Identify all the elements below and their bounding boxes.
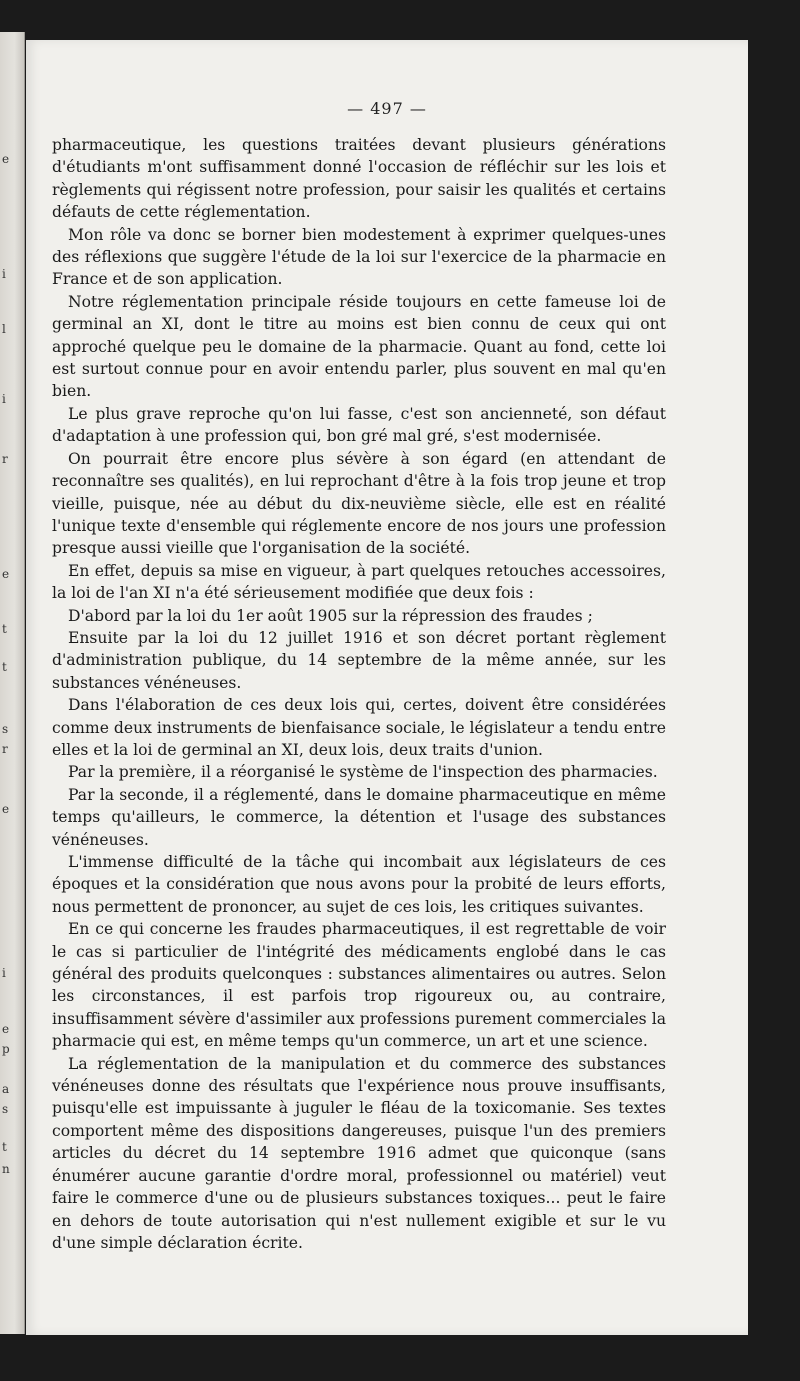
paragraph: En ce qui concerne les fraudes pharmaceutiques, il est regrettable de voir le cas si particulier de l'intégrité des médicaments englobé dans le cas général des produits quelconques : substances alimentaires ou autres. Selon les circonstances, il est parfois trop rigoureux ou, au contraire, insuffisamment sévère d'assimiler aux professions purement commerciales la pharmacie qui est, en même temps qu'un commerce, un art et une science. xyxy=(52,920,666,1051)
margin-fragment: i xyxy=(2,392,6,406)
body-text xyxy=(52,134,666,1254)
margin-fragment: e xyxy=(2,152,10,166)
paragraph: D'abord par la loi du 1er août 1905 sur la répression des fraudes ; xyxy=(68,606,593,625)
margin-fragment: e xyxy=(2,1022,10,1036)
paragraph: La réglementation de la manipulation et du commerce des substances vénéneuses donne des résultats que l'expérience nous prouve insuffisants, puisqu'elle est impuissante à juguler le fléau de la toxicomanie. Ses textes comportent même des dispositions dangereuses, puisque l'un des premiers articles du décret du 14 septembre 1916 admet que quiconque (sans énumérer aucune garantie d'ordre moral, professionnel ou matériel) veut faire le commerce d'une ou de plusieurs substances toxiques... peut le faire en dehors de toute autorisation qui n'est nullement exigible et sur le vu d'une simple déclaration écrite. xyxy=(52,1054,666,1252)
margin-fragment: r xyxy=(2,742,8,756)
paragraph: Mon rôle va donc se borner bien modestement à exprimer quelques-unes des réflexions que suggère l'étude de la loi sur l'exercice de la pharmacie en France et de son application. xyxy=(52,225,666,289)
paragraph: Le plus grave reproche qu'on lui fasse, c'est son ancienneté, son défaut d'adaptation à une profession qui, bon gré mal gré, s'est modernisée. xyxy=(52,404,666,446)
paragraph: Dans l'élaboration de ces deux lois qui, certes, doivent être considérées comme deux instruments de bienfaisance sociale, le législateur a tendu entre elles et la loi de germinal an XI, deux lois, deux traits d'union. xyxy=(52,696,666,759)
margin-fragment: l xyxy=(2,322,6,336)
margin-fragment: t xyxy=(2,622,7,636)
paragraph: L'immense difficulté de la tâche qui incombait aux législateurs de ces époques et la considération que nous avons pour la probité de leurs efforts, nous permettent de prononcer, au sujet de ces lois, les critiques suivantes. xyxy=(52,853,666,916)
paragraph: Notre réglementation principale réside toujours en cette fameuse loi de germinal an XI, dont le titre au moins est bien connu de ceux qui ont approché quelque peu le domaine de la pharmacie. Quant au fond, cette loi est surtout connue pour en avoir entendu parler, plus souvent en mal qu'en bien. xyxy=(52,292,666,401)
margin-fragment: i xyxy=(2,966,6,980)
book-page xyxy=(26,40,748,1335)
margin-fragment: e xyxy=(2,567,10,581)
paragraph: Par la première, il a réorganisé le système de l'inspection des pharmacies. xyxy=(68,763,658,782)
paragraph: En effet, depuis sa mise en vigueur, à part quelques retouches accessoires, la loi de l'an XI n'a été sérieusement modifiée que deux fois : xyxy=(52,561,666,603)
margin-fragment: a xyxy=(2,1082,10,1096)
margin-fragment: t xyxy=(2,1140,7,1154)
paragraph: Ensuite par la loi du 12 juillet 1916 et son décret portant règlement d'administration publique, du 14 septembre de la même année, sur les substances vénéneuses. xyxy=(52,628,666,692)
paragraph: pharmaceutique, les questions traitées devant plusieurs générations d'étudiants m'ont suffisamment donné l'occasion de réfléchir sur les lois et règlements qui régissent notre profession, pour saisir les qualités et certains défauts de cette réglementation. xyxy=(52,136,666,222)
margin-fragment: i xyxy=(2,267,6,281)
page-number: — 497 — xyxy=(347,99,427,118)
margin-fragment: e xyxy=(2,802,10,816)
paragraph: On pourrait être encore plus sévère à son égard (en attendant de reconnaître ses qualités), en lui reprochant d'être à la fois trop jeune et trop vieille, puisque, née au début du dix-neuvième siècle, elle est en réalité l'unique texte d'ensemble qui réglemente encore de nos jours une profession presque aussi vieille que l'organisation de la société. xyxy=(52,449,666,558)
margin-fragment: t xyxy=(2,660,7,674)
facing-page-edge xyxy=(0,32,25,1334)
margin-fragment: p xyxy=(2,1042,10,1056)
margin-fragment: r xyxy=(2,452,8,466)
paragraph: Par la seconde, il a réglementé, dans le domaine pharmaceutique en même temps qu'ailleurs, le commerce, la détention et l'usage des substances vénéneuses. xyxy=(52,785,666,849)
margin-fragment: s xyxy=(2,722,9,736)
margin-fragment: s xyxy=(2,1102,9,1116)
margin-fragment: n xyxy=(2,1162,10,1176)
